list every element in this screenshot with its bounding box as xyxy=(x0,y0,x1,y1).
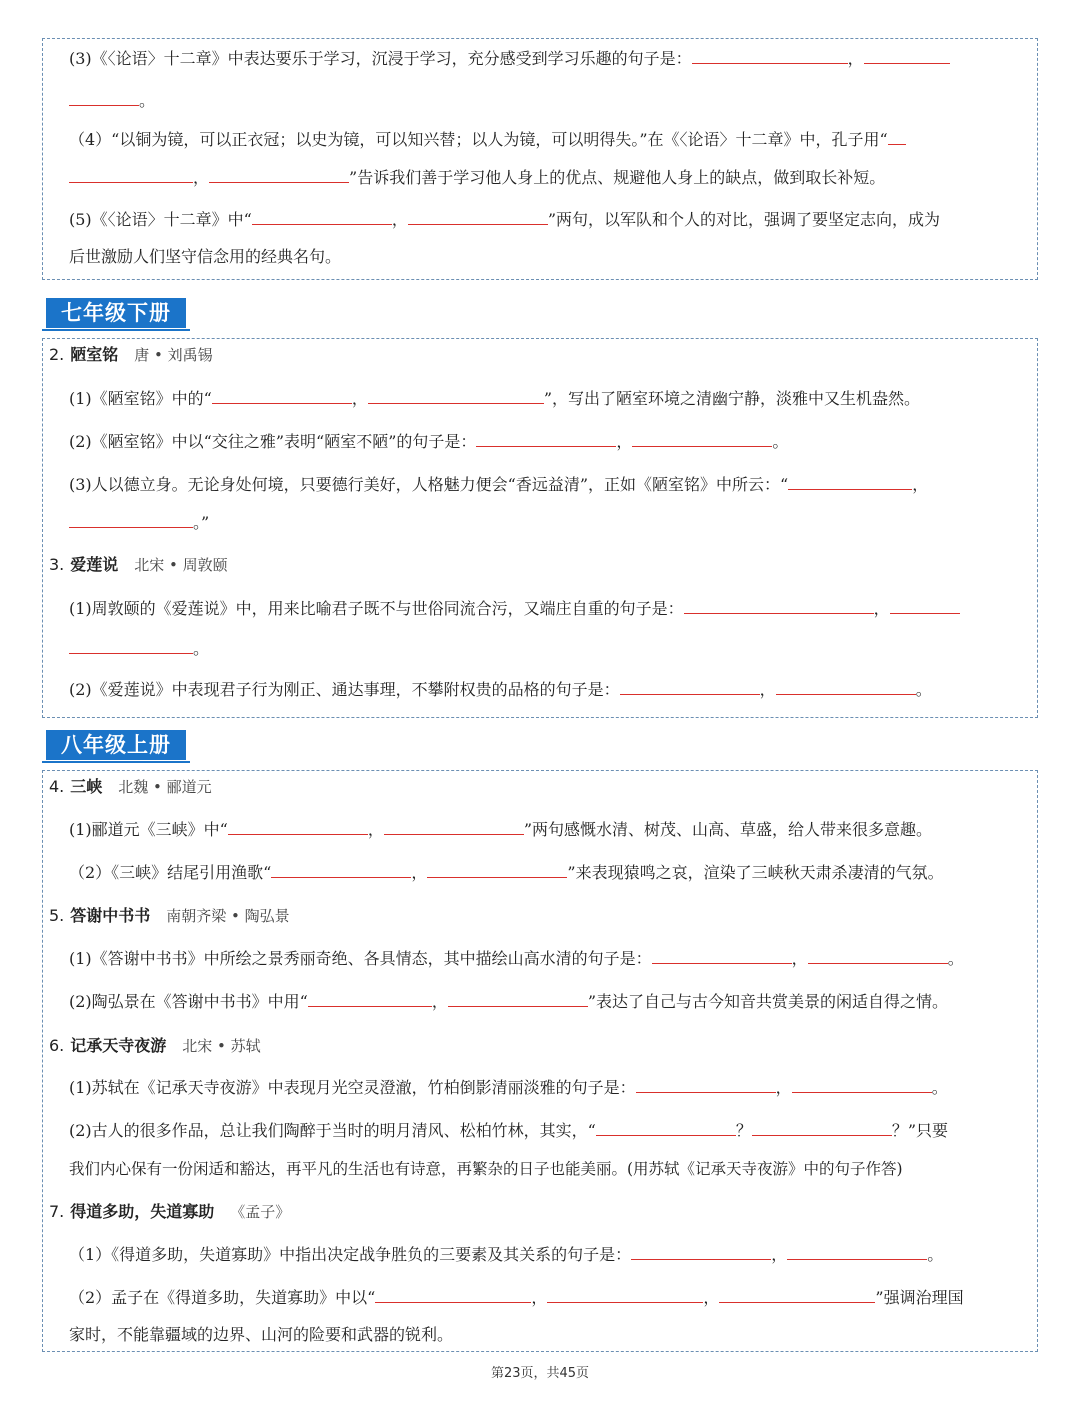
question-line: 我们内心保有一份闲适和豁达，再平凡的生活也有诗意，再繁杂的日子也能美丽。(用苏轼《记承天寺夜游》中的句子作答) xyxy=(69,1160,903,1178)
section-box-grade8a xyxy=(42,770,1038,1352)
answer-blank[interactable] xyxy=(864,49,950,64)
answer-blank[interactable] xyxy=(252,210,392,225)
answer-blank[interactable] xyxy=(427,863,567,878)
item-title-sanxia: 4. 三峡 北魏 • 郦道元 xyxy=(49,777,212,796)
question-line: (1)周敦颐的《爱莲说》中，用来比喻君子既不与世俗同流合污，又端庄自重的句子是： ， xyxy=(69,599,1015,619)
item-title-ailianshuo: 3. 爱莲说 北宋 • 周敦颐 xyxy=(49,555,228,574)
item-title-dedaoduozhu: 7. 得道多助，失道寡助 《孟子》 xyxy=(49,1202,291,1221)
question-line: (2)陶弘景在《答谢中书书》中用“ ， ”表达了自己与古今知音共赏美景的闲适自得之情。 xyxy=(69,992,949,1011)
answer-blank[interactable] xyxy=(69,91,139,106)
answer-blank[interactable] xyxy=(752,1121,892,1136)
item-title-jichengtiansi: 6. 记承天寺夜游 北宋 • 苏轼 xyxy=(49,1036,261,1055)
answer-blank[interactable] xyxy=(212,389,352,404)
answer-blank[interactable] xyxy=(69,513,193,528)
question-line: 。 xyxy=(69,639,1015,659)
answer-blank[interactable] xyxy=(384,820,524,835)
answer-blank[interactable] xyxy=(652,949,792,964)
item-title-lousheming: 2. 陋室铭 唐 • 刘禹锡 xyxy=(49,345,213,364)
answer-blank[interactable] xyxy=(692,49,848,64)
answer-blank[interactable] xyxy=(890,599,960,614)
answer-blank[interactable] xyxy=(620,680,760,695)
question-line: （1）《得道多助，失道寡助》中指出决定战争胜负的三要素及其关系的句子是： ， 。 xyxy=(69,1245,944,1264)
grade-section-header: 七年级下册 xyxy=(46,298,186,328)
question-line: (3)人以德立身。无论身处何境，只要德行美好，人格魅力便会“香远益清”，正如《陋室铭》中所云：“ ， xyxy=(69,475,929,494)
answer-blank[interactable] xyxy=(69,639,193,654)
answer-blank[interactable] xyxy=(408,210,548,225)
answer-blank[interactable] xyxy=(787,1245,927,1260)
question-line: 家时，不能靠疆域的边界、山河的险要和武器的锐利。 xyxy=(69,1325,454,1344)
answer-blank[interactable] xyxy=(632,432,772,447)
answer-blank[interactable] xyxy=(448,992,588,1007)
answer-blank[interactable] xyxy=(375,1288,531,1303)
question-line: (2)《爱莲说》中表现君子行为刚正、通达事理，不攀附权贵的品格的句子是： ， 。 xyxy=(69,680,932,699)
section-box-lunyu xyxy=(42,38,1038,280)
answer-blank[interactable] xyxy=(228,820,368,835)
question-line: （2）《三峡》结尾引用渔歌“ ， ”来表现猿鸣之哀，渲染了三峡秋天肃杀凄清的气氛。 xyxy=(69,863,944,882)
answer-blank[interactable] xyxy=(271,863,411,878)
answer-blank[interactable] xyxy=(209,168,349,183)
answer-blank[interactable] xyxy=(792,1078,932,1093)
question-line: (1)苏轼在《记承天寺夜游》中表现月光空灵澄澈，竹柏倒影清丽淡雅的句子是： ， 。 xyxy=(69,1078,948,1097)
question-line: (1)郦道元《三峡》中“ ， ”两句感慨水清、树茂、山高、草盛，给人带来很多意趣。 xyxy=(69,820,933,839)
page-footer: 第23页，共45页 xyxy=(490,1366,590,1381)
answer-blank[interactable] xyxy=(547,1288,703,1303)
answer-blank[interactable] xyxy=(808,949,948,964)
answer-blank[interactable] xyxy=(631,1245,771,1260)
question-line: （4）“以铜为镜，可以正衣冠；以史为镜，可以知兴替；以人为镜，可以明得失。”在《〈论语〉十二章》中，孔子用“ xyxy=(69,130,1015,150)
answer-blank[interactable] xyxy=(888,130,906,145)
question-line: ， ”告诉我们善于学习他人身上的优点、规避他人身上的缺点，做到取长补短。 xyxy=(69,168,1015,188)
question-line: (2)古人的很多作品，总让我们陶醉于当时的明月清风、松柏竹林，其实，“ ？ ？”只要 xyxy=(69,1121,949,1140)
question-line: (1)《答谢中书书》中所绘之景秀丽奇绝、各具情态，其中描绘山高水清的句子是： ， 。 xyxy=(69,949,964,968)
answer-blank[interactable] xyxy=(476,432,616,447)
answer-blank[interactable] xyxy=(368,389,544,404)
answer-blank[interactable] xyxy=(776,680,916,695)
answer-blank[interactable] xyxy=(596,1121,736,1136)
answer-blank[interactable] xyxy=(308,992,432,1007)
question-line: (1)《陋室铭》中的“ ， ”，写出了陋室环境之清幽宁静，淡雅中又生机盎然。 xyxy=(69,389,921,408)
grade-section-header: 八年级上册 xyxy=(46,730,186,760)
question-line: (2)《陋室铭》中以“交往之雅”表明“陋室不陋”的句子是： ， 。 xyxy=(69,432,789,451)
answer-blank[interactable] xyxy=(636,1078,776,1093)
answer-blank[interactable] xyxy=(69,168,193,183)
question-line: (3)《〈论语〉十二章》中表达要乐于学习，沉浸于学习，充分感受到学习乐趣的句子是： ， xyxy=(69,49,1015,69)
question-line: （2）孟子在《得道多助，失道寡助》中以“ ， ， ”强调治理国 xyxy=(69,1288,964,1307)
answer-blank[interactable] xyxy=(684,599,874,614)
answer-blank[interactable] xyxy=(719,1288,875,1303)
question-line: 。” xyxy=(69,513,1015,533)
question-line: 后世激励人们坚守信念用的经典名句。 xyxy=(69,247,342,266)
question-line: (5)《〈论语〉十二章》中“ ， ”两句，以军队和个人的对比，强调了要坚定志向，成为 xyxy=(69,210,941,229)
answer-blank[interactable] xyxy=(788,475,912,490)
section-box-grade7b xyxy=(42,338,1038,718)
item-title-daxiezhongshushu: 5. 答谢中书书 南朝齐梁 • 陶弘景 xyxy=(49,906,290,925)
question-line: 。 xyxy=(69,91,1015,111)
